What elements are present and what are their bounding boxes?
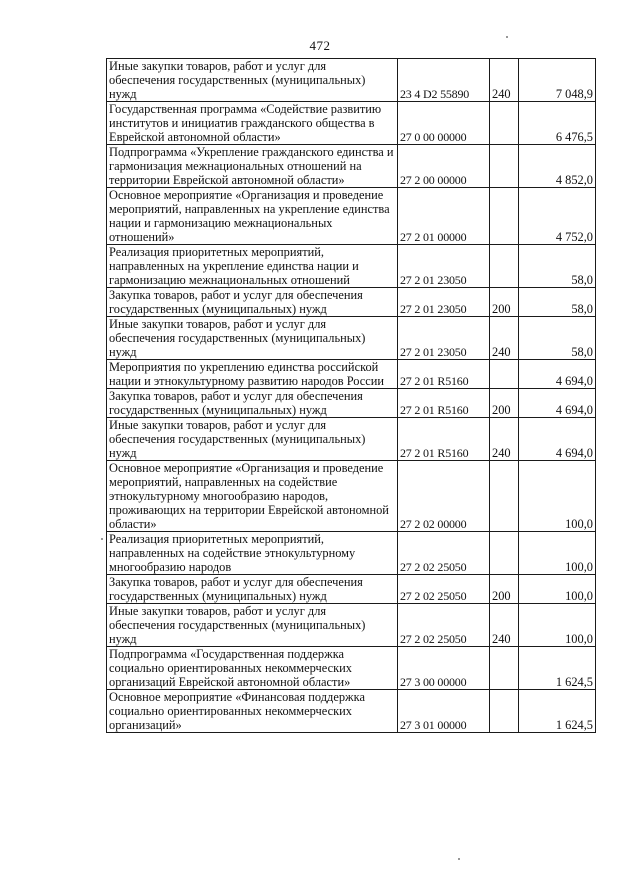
- table-row: [107, 245, 596, 288]
- row-name: Иные закупки товаров, работ и услуг для обеспечения государственных (муниципальных) нужд: [107, 59, 398, 102]
- table-row: [107, 647, 596, 690]
- row-amount: 100,0: [519, 461, 596, 532]
- row-amount: 1 624,5: [519, 647, 596, 690]
- table-row: [107, 360, 596, 389]
- row-expense-type: 240: [490, 317, 519, 360]
- row-expense-type: 240: [490, 59, 519, 102]
- row-code: 27 2 02 25050: [398, 604, 490, 647]
- row-expense-type: [490, 690, 519, 733]
- page-number: 472: [309, 38, 331, 53]
- row-expense-type: [490, 360, 519, 389]
- row-expense-type: [490, 461, 519, 532]
- table-row: [107, 461, 596, 532]
- scan-speck: [101, 538, 103, 540]
- row-amount: 4 852,0: [519, 145, 596, 188]
- row-code: 27 2 02 25050: [398, 575, 490, 604]
- row-name: Иные закупки товаров, работ и услуг для обеспечения государственных (муниципальных) нужд: [107, 604, 398, 647]
- row-expense-type: [490, 102, 519, 145]
- table-row: [107, 145, 596, 188]
- row-name: Подпрограмма «Укрепление гражданского единства и гармонизация межнациональных отношений на территории Еврейской автономной области»: [107, 145, 398, 188]
- row-code: 27 2 01 23050: [398, 288, 490, 317]
- row-expense-type: 240: [490, 418, 519, 461]
- row-name: Основное мероприятие «Финансовая поддержка социально ориентированных некоммерческих организаций»: [107, 690, 398, 733]
- row-code: 27 2 01 23050: [398, 245, 490, 288]
- row-expense-type: 240: [490, 604, 519, 647]
- table-row: [107, 604, 596, 647]
- row-code: 27 2 02 25050: [398, 532, 490, 575]
- row-amount: 58,0: [519, 245, 596, 288]
- row-name: Иные закупки товаров, работ и услуг для обеспечения государственных (муниципальных) нужд: [107, 418, 398, 461]
- row-expense-type: [490, 647, 519, 690]
- row-name: Закупка товаров, работ и услуг для обеспечения государственных (муниципальных) нужд: [107, 389, 398, 418]
- row-code: 27 3 00 00000: [398, 647, 490, 690]
- row-amount: 4 752,0: [519, 188, 596, 245]
- row-amount: 7 048,9: [519, 59, 596, 102]
- row-code: 27 0 00 00000: [398, 102, 490, 145]
- row-amount: 100,0: [519, 604, 596, 647]
- scan-speck: [458, 858, 460, 860]
- row-expense-type: [490, 245, 519, 288]
- row-code: 23 4 D2 55890: [398, 59, 490, 102]
- row-name: Государственная программа «Содействие развитию институтов и инициатив гражданского общества в Еврейской автономной области»: [107, 102, 398, 145]
- row-name: Иные закупки товаров, работ и услуг для обеспечения государственных (муниципальных) нужд: [107, 317, 398, 360]
- row-name: Мероприятия по укреплению единства российской нации и этнокультурному развитию народов России: [107, 360, 398, 389]
- row-amount: 58,0: [519, 317, 596, 360]
- row-name: Основное мероприятие «Организация и проведение мероприятий, направленных на укрепление единства нации и гармонизацию межнациональных отношений»: [107, 188, 398, 245]
- table-row: [107, 188, 596, 245]
- table-row: [107, 575, 596, 604]
- budget-table-body: [107, 59, 596, 733]
- row-expense-type: 200: [490, 575, 519, 604]
- row-expense-type: 200: [490, 389, 519, 418]
- row-amount: 6 476,5: [519, 102, 596, 145]
- table-row: [107, 418, 596, 461]
- row-expense-type: [490, 145, 519, 188]
- row-name: Реализация приоритетных мероприятий, направленных на укрепление единства нации и гармонизацию межнациональных отношений: [107, 245, 398, 288]
- row-name: Подпрограмма «Государственная поддержка социально ориентированных некоммерческих организаций Еврейской автономной области»: [107, 647, 398, 690]
- row-amount: 100,0: [519, 575, 596, 604]
- row-expense-type: [490, 532, 519, 575]
- row-code: 27 3 01 00000: [398, 690, 490, 733]
- row-amount: 1 624,5: [519, 690, 596, 733]
- row-code: 27 2 01 00000: [398, 188, 490, 245]
- row-code: 27 2 02 00000: [398, 461, 490, 532]
- row-amount: 4 694,0: [519, 389, 596, 418]
- row-code: 27 2 01 R5160: [398, 389, 490, 418]
- row-code: 27 2 01 23050: [398, 317, 490, 360]
- row-code: 27 2 01 R5160: [398, 360, 490, 389]
- row-name: Основное мероприятие «Организация и проведение мероприятий, направленных на содействие этнокультурному многообразию народов, проживающих на территории Еврейской автономной области»: [107, 461, 398, 532]
- table-row: [107, 532, 596, 575]
- table-row: [107, 59, 596, 102]
- table-row: [107, 317, 596, 360]
- table-row: [107, 389, 596, 418]
- row-name: Закупка товаров, работ и услуг для обеспечения государственных (муниципальных) нужд: [107, 575, 398, 604]
- table-row: [107, 288, 596, 317]
- row-name: Закупка товаров, работ и услуг для обеспечения государственных (муниципальных) нужд: [107, 288, 398, 317]
- table-row: [107, 690, 596, 733]
- row-amount: 100,0: [519, 532, 596, 575]
- table-row: [107, 102, 596, 145]
- row-code: 27 2 01 R5160: [398, 418, 490, 461]
- row-code: 27 2 00 00000: [398, 145, 490, 188]
- row-name: Реализация приоритетных мероприятий, направленных на содействие этнокультурному многообразию народов: [107, 532, 398, 575]
- budget-table: [106, 58, 596, 733]
- row-expense-type: [490, 188, 519, 245]
- row-amount: 4 694,0: [519, 360, 596, 389]
- row-amount: 4 694,0: [519, 418, 596, 461]
- scan-speck: [506, 36, 508, 38]
- row-expense-type: 200: [490, 288, 519, 317]
- row-amount: 58,0: [519, 288, 596, 317]
